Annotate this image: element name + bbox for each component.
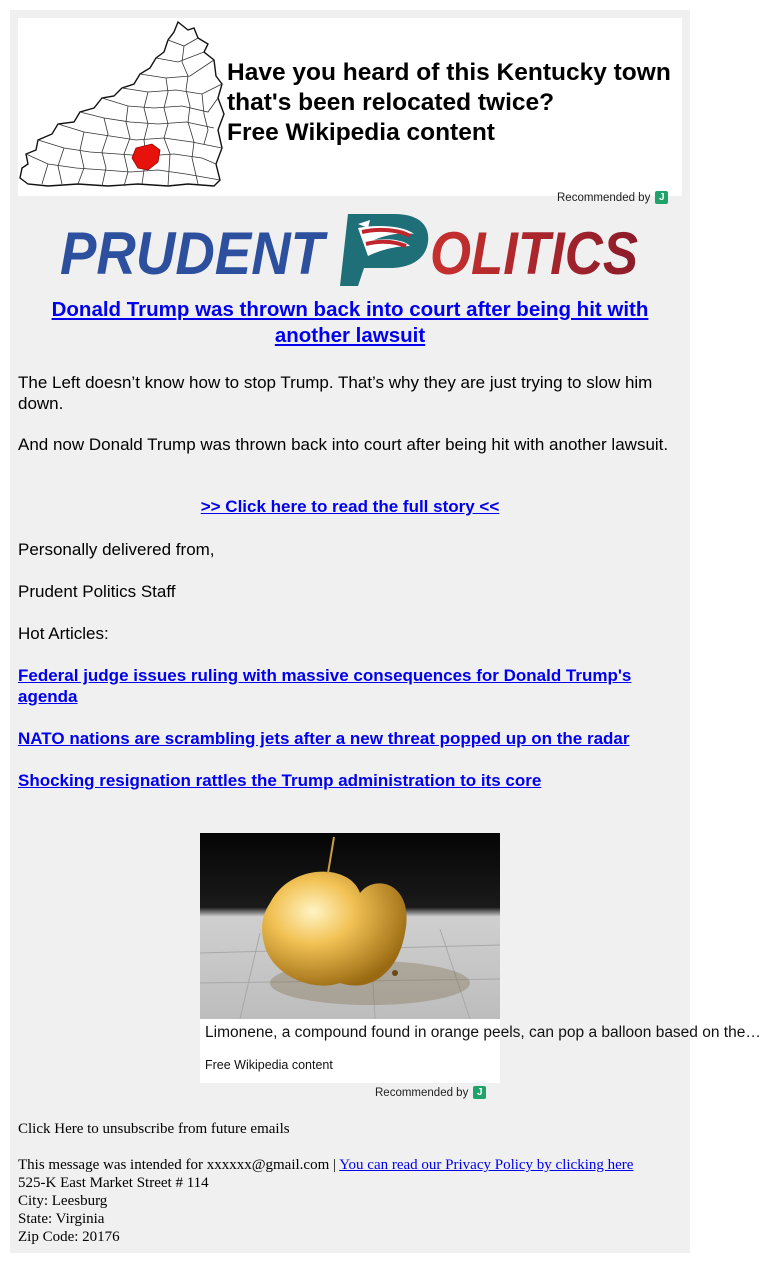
- privacy-policy-link[interactable]: You can read our Privacy Policy by clicking here: [339, 1157, 634, 1173]
- article-headline[interactable]: [18, 297, 682, 349]
- hot-articles-heading: Hot Articles:: [18, 624, 109, 643]
- recommender-logo-icon: J: [655, 191, 668, 204]
- hot-article-item[interactable]: [18, 728, 682, 749]
- recommended-label: Recommended by: [375, 1086, 469, 1099]
- email-body: [10, 10, 761, 1253]
- intended-recipient: This message was intended for xxxxxx@gmail.com |: [18, 1157, 340, 1173]
- top-ad-source: Free Wikipedia content: [227, 119, 495, 146]
- footer-zip: Zip Code: 20176: [18, 1229, 120, 1245]
- headline-link[interactable]: Donald Trump was thrown back into court after being hit with another lawsuit: [51, 298, 649, 347]
- bottom-ad-card[interactable]: [200, 833, 761, 1083]
- top-ad-title[interactable]: Have you heard of this Kentucky town that's been relocated twice?: [227, 59, 671, 116]
- recommended-by-top[interactable]: [557, 191, 668, 204]
- footer-state: State: Virginia: [18, 1211, 105, 1227]
- recommended-by-bottom[interactable]: [375, 1086, 486, 1099]
- footer-intended-line: [18, 1156, 682, 1174]
- read-full-story[interactable]: [18, 497, 682, 517]
- footer-city: City: Leesburg: [18, 1193, 108, 1209]
- kentucky-county-map-icon: [18, 18, 224, 196]
- top-ad-banner[interactable]: [18, 18, 682, 196]
- read-full-story-link[interactable]: >> Click here to read the full story <<: [200, 497, 500, 516]
- hot-article-link-3[interactable]: Shocking resignation rattles the Trump administration to its core: [18, 771, 542, 790]
- hot-article-item[interactable]: [18, 770, 682, 791]
- signoff-line-2: Prudent Politics Staff: [18, 582, 176, 601]
- logo-p-emblem: [340, 214, 428, 286]
- hot-article-item[interactable]: [18, 665, 682, 707]
- signoff-line-1: Personally delivered from,: [18, 540, 215, 559]
- bottom-ad-source: Free Wikipedia content: [205, 1058, 333, 1072]
- article-paragraph-2: And now Donald Trump was thrown back into court after being hit with another lawsuit.: [18, 435, 669, 454]
- top-ad-headline[interactable]: [227, 58, 677, 148]
- recommended-label: Recommended by: [557, 191, 651, 204]
- prudent-politics-logo: [58, 210, 642, 286]
- svg-text:PRUDENT: PRUDENT: [60, 220, 328, 287]
- article-paragraph-1: The Left doesn’t know how to stop Trump. That’s why they are just trying to slow him down.: [18, 373, 653, 413]
- hot-article-link-1[interactable]: Federal judge issues ruling with massive consequences for Donald Trump's agenda: [18, 666, 632, 706]
- recommender-logo-icon: J: [473, 1086, 486, 1099]
- unsubscribe-text[interactable]: Click Here to unsubscribe from future emails: [18, 1121, 290, 1137]
- hot-article-link-2[interactable]: NATO nations are scrambling jets after a new threat popped up on the radar: [18, 729, 630, 748]
- footer-address: 525-K East Market Street # 114: [18, 1175, 209, 1191]
- svg-text:OLITICS: OLITICS: [430, 220, 638, 287]
- bottom-ad-caption[interactable]: Limonene, a compound found in orange peels, can pop a balloon based on the…: [205, 1024, 761, 1041]
- balloon-photo: [200, 833, 500, 1019]
